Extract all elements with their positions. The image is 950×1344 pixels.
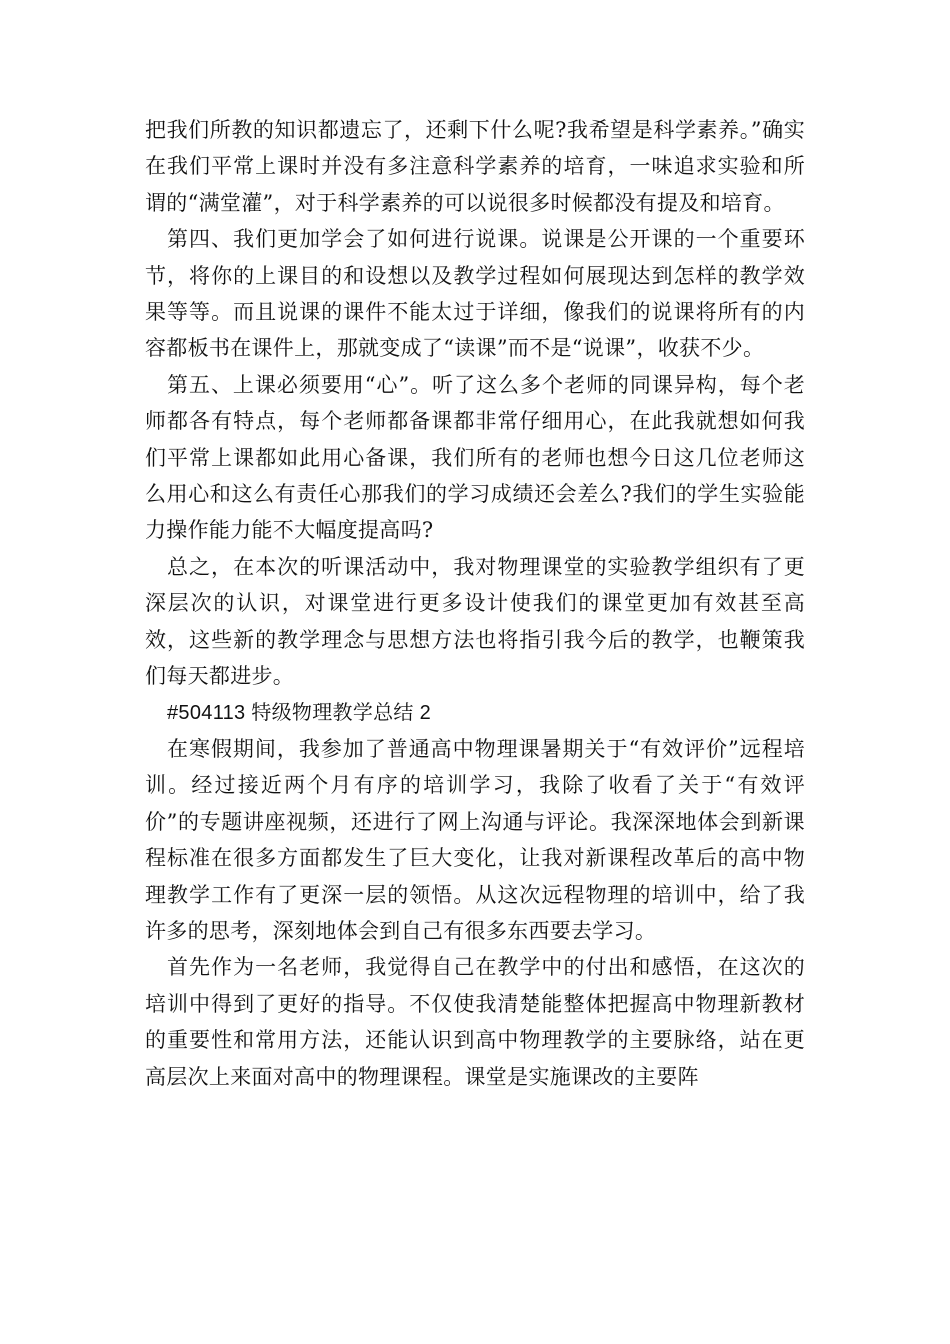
section-heading: #504113 特级物理教学总结 2 bbox=[167, 701, 432, 724]
paragraph-continued: 把我们所教的知识都遗忘了，还剩下什么呢?我希望是科学素养。”确实在我们平常上课时并没有多注意科学素养的培育，一味追求实验和所谓的“满堂灌”，对于科学素养的可以说很多时候都没有提及和培育。 bbox=[145, 118, 805, 215]
paragraph-first: 首先作为一名老师，我觉得自己在教学中的付出和感悟，在这次的培训中得到了更好的指导。不仅使我清楚能整体把握高中物理新教材的重要性和常用方法，还能认识到高中物理教学的主要脉络，站在更高层次上来面对高中的物理课程。课堂是实施课改的主要阵 bbox=[145, 955, 805, 1089]
paragraph-conclusion: 总之，在本次的听课活动中，我对物理课堂的实验教学组织有了更深层次的认识，对课堂进行更多设计使我们的课堂更加有效甚至高效，这些新的教学理念与思想方法也将指引我今后的教学，也鞭策我们每天都进步。 bbox=[145, 554, 805, 689]
paragraph-point-four: 第四、我们更加学会了如何进行说课。说课是公开课的一个重要环节，将你的上课目的和设想以及教学过程如何展现达到怎样的教学效果等等。而且说课的课件不能太过于详细，像我们的说课将所有的内容都板书在课件上，那就变成了“读课”而不是“说课”，收获不少。 bbox=[145, 227, 805, 361]
document-body bbox=[145, 112, 805, 1095]
paragraph-point-five: 第五、上课必须要用“心”。听了这么多个老师的同课异构，每个老师都各有特点，每个老师都备课都非常仔细用心，在此我就想如何我们平常上课都如此用心备课，我们所有的老师也想今日这几位老师这么用心和这么有责任心那我们的学习成绩还会差么?我们的学生实验能力操作能力能不大幅度提高吗? bbox=[145, 372, 805, 543]
paragraph-winter-training: 在寒假期间，我参加了普通高中物理课暑期关于“有效评价”远程培训。经过接近两个月有序的培训学习，我除了收看了关于“有效评价”的专题讲座视频，还进行了网上沟通与评论。我深深地体会到新课程标准在很多方面都发生了巨大变化，让我对新课程改革后的高中物理教学工作有了更深一层的领悟。从这次远程物理的培训中，给了我许多的思考，深刻地体会到自己有很多东西要去学习。 bbox=[145, 736, 805, 943]
